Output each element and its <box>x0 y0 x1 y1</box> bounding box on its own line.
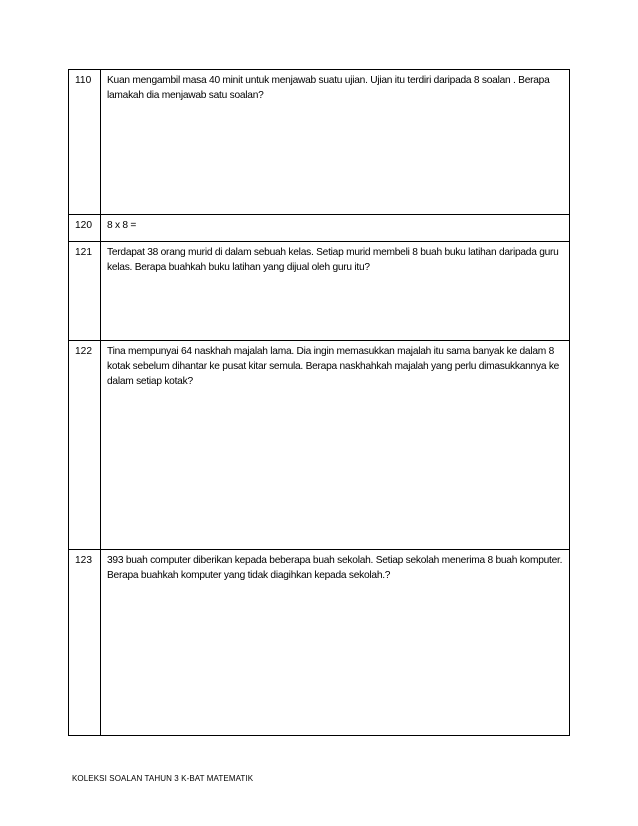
question-number: 122 <box>69 341 101 550</box>
question-text: Tina mempunyai 64 naskhah majalah lama. Dia ingin memasukkan majalah itu sama banyak ke dalam 8 kotak sebelum dihantar ke pusat kitar semula. Berapa naskhahkah majalah yang perlu dimasukkannya ke dalam setiap kotak? <box>101 341 570 550</box>
question-table <box>68 69 570 736</box>
question-text: Kuan mengambil masa 40 minit untuk menjawab suatu ujian. Ujian itu terdiri daripada 8 soalan . Berapa lamakah dia menjawab satu soalan? <box>101 70 570 215</box>
question-row <box>69 242 570 341</box>
question-number: 123 <box>69 550 101 736</box>
question-number: 110 <box>69 70 101 215</box>
question-row <box>69 70 570 215</box>
question-number: 120 <box>69 215 101 242</box>
question-row <box>69 550 570 736</box>
question-number: 121 <box>69 242 101 341</box>
page-footer: KOLEKSI SOALAN TAHUN 3 K-BAT MATEMATIK <box>72 774 254 783</box>
question-row <box>69 341 570 550</box>
question-text: Terdapat 38 orang murid di dalam sebuah kelas. Setiap murid membeli 8 buah buku latihan daripada guru kelas. Berapa buahkah buku latihan yang dijual oleh guru itu? <box>101 242 570 341</box>
question-text: 393 buah computer diberikan kepada beberapa buah sekolah. Setiap sekolah menerima 8 buah komputer. Berapa buahkah komputer yang tidak diagihkan kepada sekolah.? <box>101 550 570 736</box>
question-text: 8 x 8 = <box>101 215 570 242</box>
question-row <box>69 215 570 242</box>
